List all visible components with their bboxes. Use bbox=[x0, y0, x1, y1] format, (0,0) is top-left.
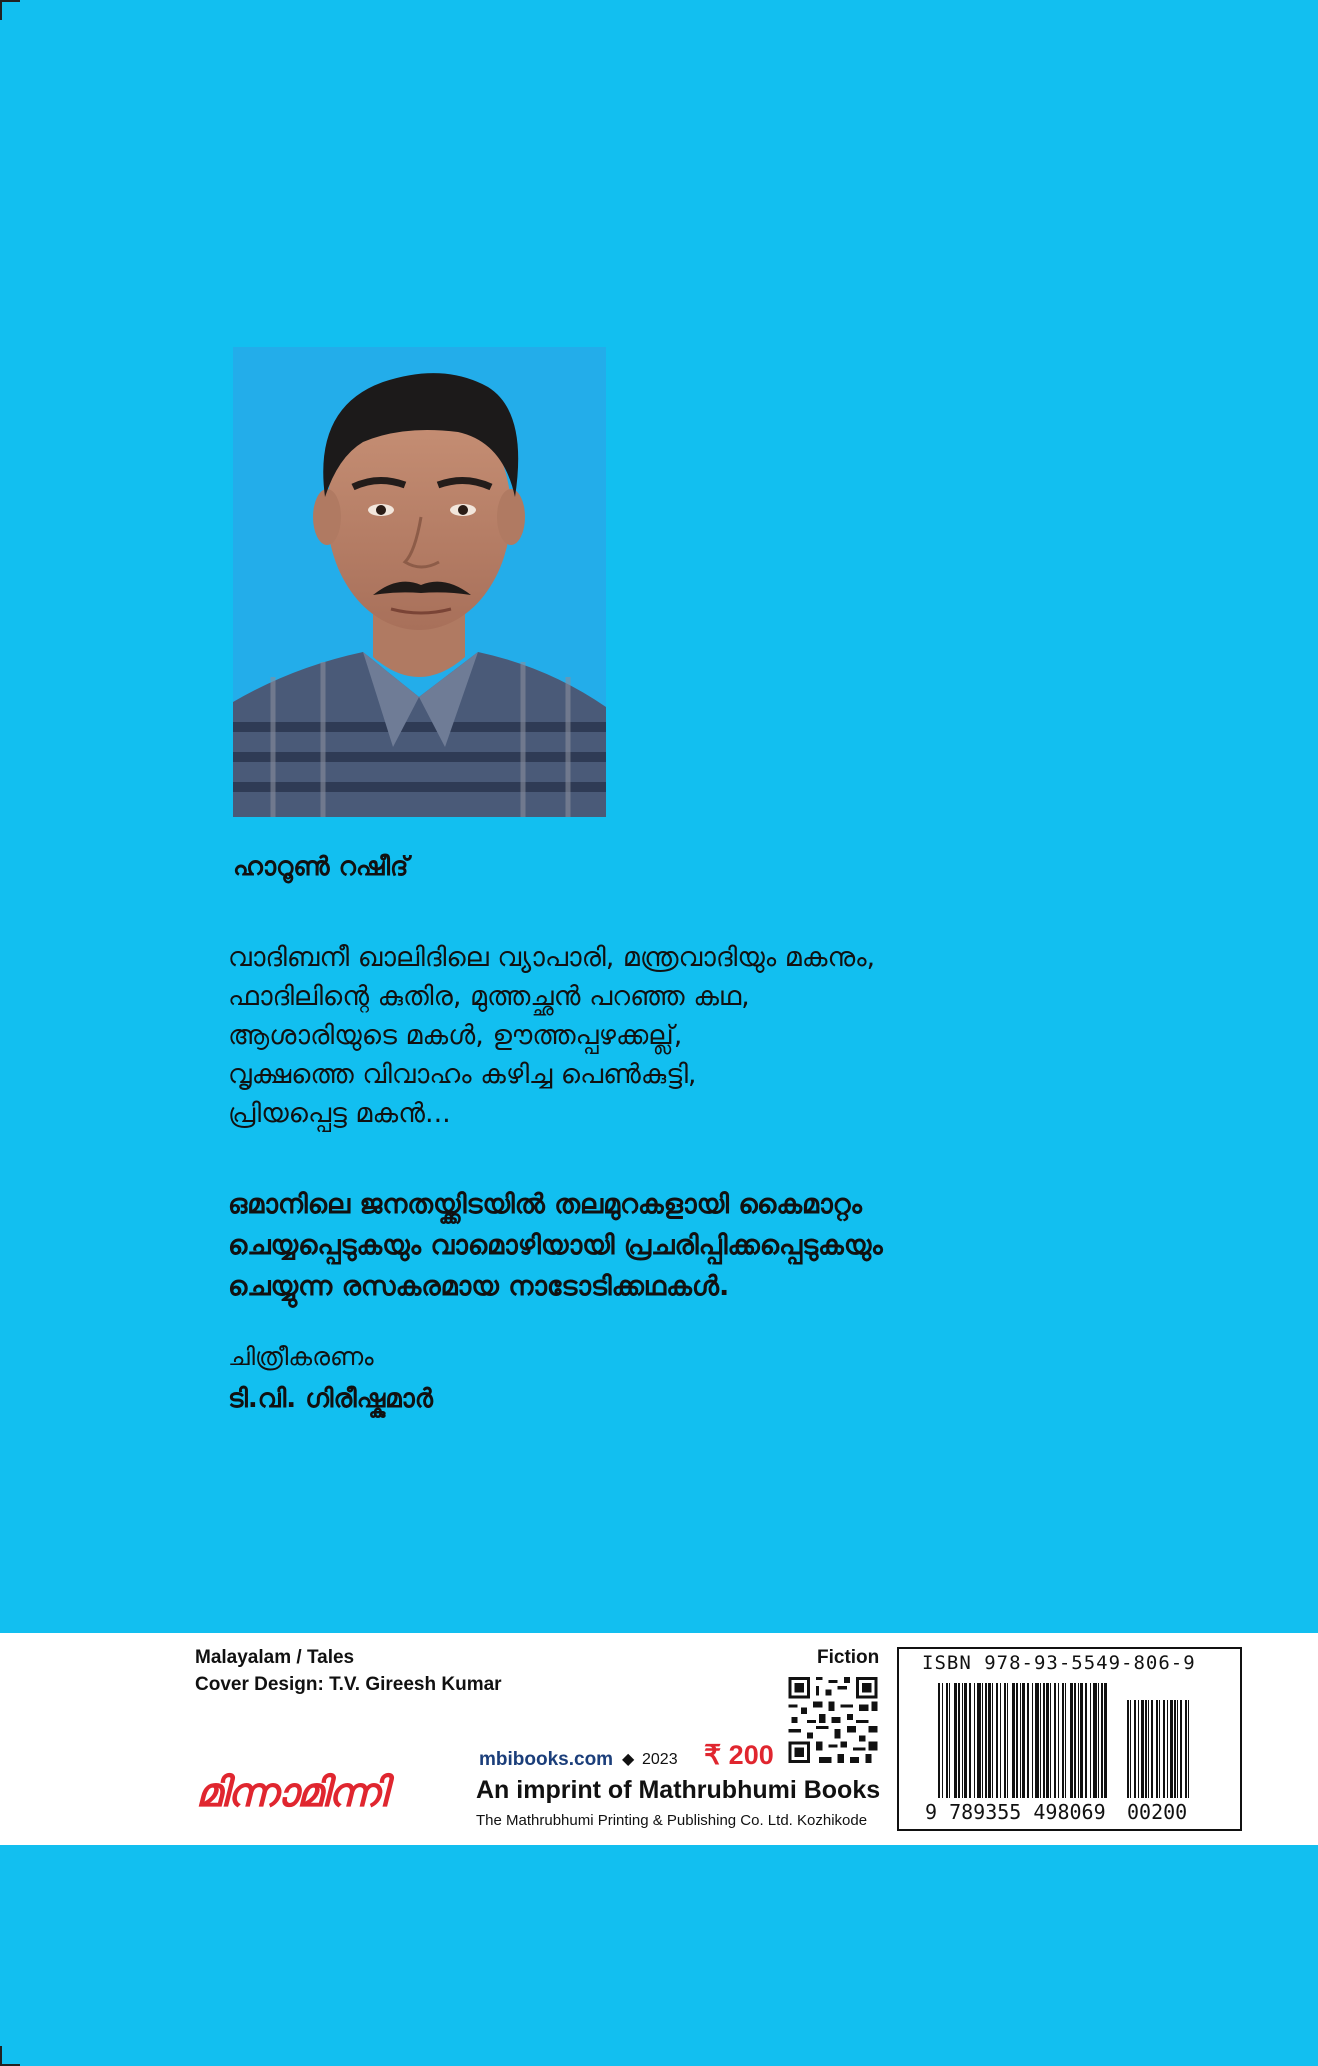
barcode-bar bbox=[1101, 1683, 1103, 1798]
barcode-bar bbox=[1080, 1683, 1083, 1798]
barcode-bar bbox=[1004, 1683, 1006, 1798]
barcode-bar bbox=[996, 1683, 998, 1798]
separator-diamond-icon: ◆ bbox=[622, 1749, 635, 1768]
barcode-bar bbox=[1151, 1700, 1153, 1798]
barcode-bar bbox=[1012, 1683, 1015, 1798]
isbn-text: ISBN 978-93-5549-806-9 bbox=[922, 1652, 1196, 1674]
barcode-bar bbox=[938, 1683, 940, 1798]
barcode-bar bbox=[1035, 1683, 1039, 1798]
barcode-bar bbox=[1141, 1700, 1144, 1798]
story-titles-line: വാദിബനീ ഖാലിദിലെ വ്യാപാരി, മന്ത്രവാദിയും മകനും, bbox=[228, 942, 876, 973]
barcode-bar bbox=[1130, 1700, 1131, 1798]
story-titles-line: ഫാദിലിന്റെ കുതിര, മുത്തച്ഛൻ പറഞ്ഞ കഥ, bbox=[228, 981, 750, 1012]
story-titles-line: പ്രിയപ്പെട്ട മകൻ... bbox=[228, 1098, 451, 1129]
publication-year: 2023 bbox=[642, 1751, 678, 1768]
addon-number: 00200 bbox=[1127, 1800, 1188, 1824]
barcode-bar bbox=[1065, 1683, 1066, 1798]
ean-number: 9 789355 498069 bbox=[925, 1800, 1106, 1824]
barcode-bar bbox=[982, 1683, 983, 1798]
category-text: Malayalam / Tales bbox=[195, 1647, 355, 1668]
blurb-line: ഒമാനിലെ ജനതയ്ക്കിടയിൽ തലമുറകളായി കൈമാറ്റം bbox=[228, 1189, 862, 1220]
crop-mark-bottom-left bbox=[0, 2046, 20, 2066]
ean-barcode-bars bbox=[938, 1683, 1108, 1798]
barcode-bar bbox=[1020, 1683, 1021, 1798]
barcode-bar bbox=[1040, 1683, 1041, 1798]
blurb-line: ചെയ്യുന്ന രസകരമായ നാടോടിക്കഥകൾ. bbox=[228, 1271, 730, 1302]
barcode-bar bbox=[1054, 1683, 1056, 1798]
barcode-bar bbox=[1177, 1700, 1178, 1798]
barcode-bar bbox=[1000, 1683, 1001, 1798]
barcode-bar bbox=[1098, 1683, 1099, 1798]
barcode-bar bbox=[1016, 1683, 1018, 1798]
author-photo bbox=[233, 347, 606, 817]
author-name: ഹാറൂൺ റഷീദ് bbox=[233, 852, 409, 882]
barcode-bar bbox=[988, 1683, 991, 1798]
barcode-bar bbox=[1167, 1700, 1168, 1798]
barcode-bar bbox=[1032, 1683, 1033, 1798]
barcode-bar bbox=[1170, 1700, 1173, 1798]
barcode-bar bbox=[1174, 1700, 1176, 1798]
barcode-bar bbox=[969, 1683, 971, 1798]
website-link[interactable]: mbibooks.com bbox=[479, 1749, 614, 1770]
addon-barcode-bars bbox=[1127, 1700, 1192, 1798]
qr-code-icon bbox=[788, 1677, 878, 1763]
barcode-bar bbox=[1022, 1683, 1025, 1798]
blurb-line: ചെയ്യപ്പെടുകയും വാമൊഴിയായി പ്രചരിപ്പിക്കപ്പെടുകയും bbox=[228, 1230, 883, 1261]
barcode-bar bbox=[974, 1683, 975, 1798]
barcode-bar bbox=[942, 1683, 943, 1798]
barcode-bar bbox=[964, 1683, 967, 1798]
barcode-bar bbox=[1074, 1683, 1076, 1798]
imprint-text: An imprint of Mathrubhumi Books bbox=[476, 1776, 881, 1804]
barcode-bar bbox=[1145, 1700, 1147, 1798]
genre-label: Fiction bbox=[817, 1647, 880, 1668]
barcode-bar bbox=[1163, 1700, 1165, 1798]
blurb bbox=[228, 1184, 1128, 1307]
barcode-bar bbox=[954, 1683, 957, 1798]
barcode-bar bbox=[1058, 1683, 1059, 1798]
story-titles bbox=[228, 938, 1128, 1133]
barcode-bar bbox=[1050, 1683, 1051, 1798]
barcode-bar bbox=[1134, 1700, 1136, 1798]
story-titles-line: വൃക്ഷത്തെ വിവാഹം കഴിച്ച പെൺകുട്ടി, bbox=[228, 1059, 697, 1090]
barcode-bar bbox=[985, 1683, 987, 1798]
barcode-bar bbox=[1062, 1683, 1064, 1798]
cover-design-credit: Cover Design: T.V. Gireesh Kumar bbox=[195, 1674, 502, 1695]
barcode-bar bbox=[1138, 1700, 1139, 1798]
barcode-bar bbox=[1043, 1683, 1045, 1798]
barcode-bar bbox=[1078, 1683, 1079, 1798]
barcode-bar bbox=[1093, 1683, 1097, 1798]
barcode-bar bbox=[1180, 1700, 1182, 1798]
barcode-bar bbox=[1185, 1700, 1187, 1798]
minnaminni-logo: മിന്നാമിന്നി bbox=[196, 1770, 387, 1816]
barcode-bar bbox=[1027, 1683, 1029, 1798]
barcode-bar bbox=[1159, 1700, 1160, 1798]
barcode-bar bbox=[992, 1683, 993, 1798]
barcode-bar bbox=[962, 1683, 963, 1798]
barcode-bar bbox=[958, 1683, 960, 1798]
illustrator-name: ടി.വി. ഗിരീഷ്കുമാർ bbox=[228, 1384, 433, 1414]
barcode-bar bbox=[1085, 1683, 1087, 1798]
illustration-label: ചിത്രീകരണം bbox=[228, 1342, 374, 1371]
barcode-bar bbox=[1104, 1683, 1107, 1798]
barcode-bar bbox=[977, 1683, 981, 1798]
price-label: ₹ 200 bbox=[704, 1740, 774, 1770]
barcode-bar bbox=[1090, 1683, 1091, 1798]
barcode-bar bbox=[1188, 1700, 1189, 1798]
barcode-bar bbox=[1156, 1700, 1158, 1798]
barcode-bar bbox=[1148, 1700, 1149, 1798]
crop-mark-top-left bbox=[0, 0, 20, 20]
barcode-bar bbox=[1127, 1700, 1129, 1798]
barcode-bar bbox=[1070, 1683, 1073, 1798]
barcode-bar bbox=[1007, 1683, 1008, 1798]
story-titles-line: ആശാരിയുടെ മകൾ, ഊത്തപ്പഴക്കല്ല്, bbox=[228, 1020, 683, 1051]
barcode-bar bbox=[946, 1683, 948, 1798]
barcode-bar bbox=[1046, 1683, 1049, 1798]
barcode-bar bbox=[949, 1683, 950, 1798]
publisher-text: The Mathrubhumi Printing & Publishing Co. Ltd. Kozhikode bbox=[476, 1812, 868, 1829]
